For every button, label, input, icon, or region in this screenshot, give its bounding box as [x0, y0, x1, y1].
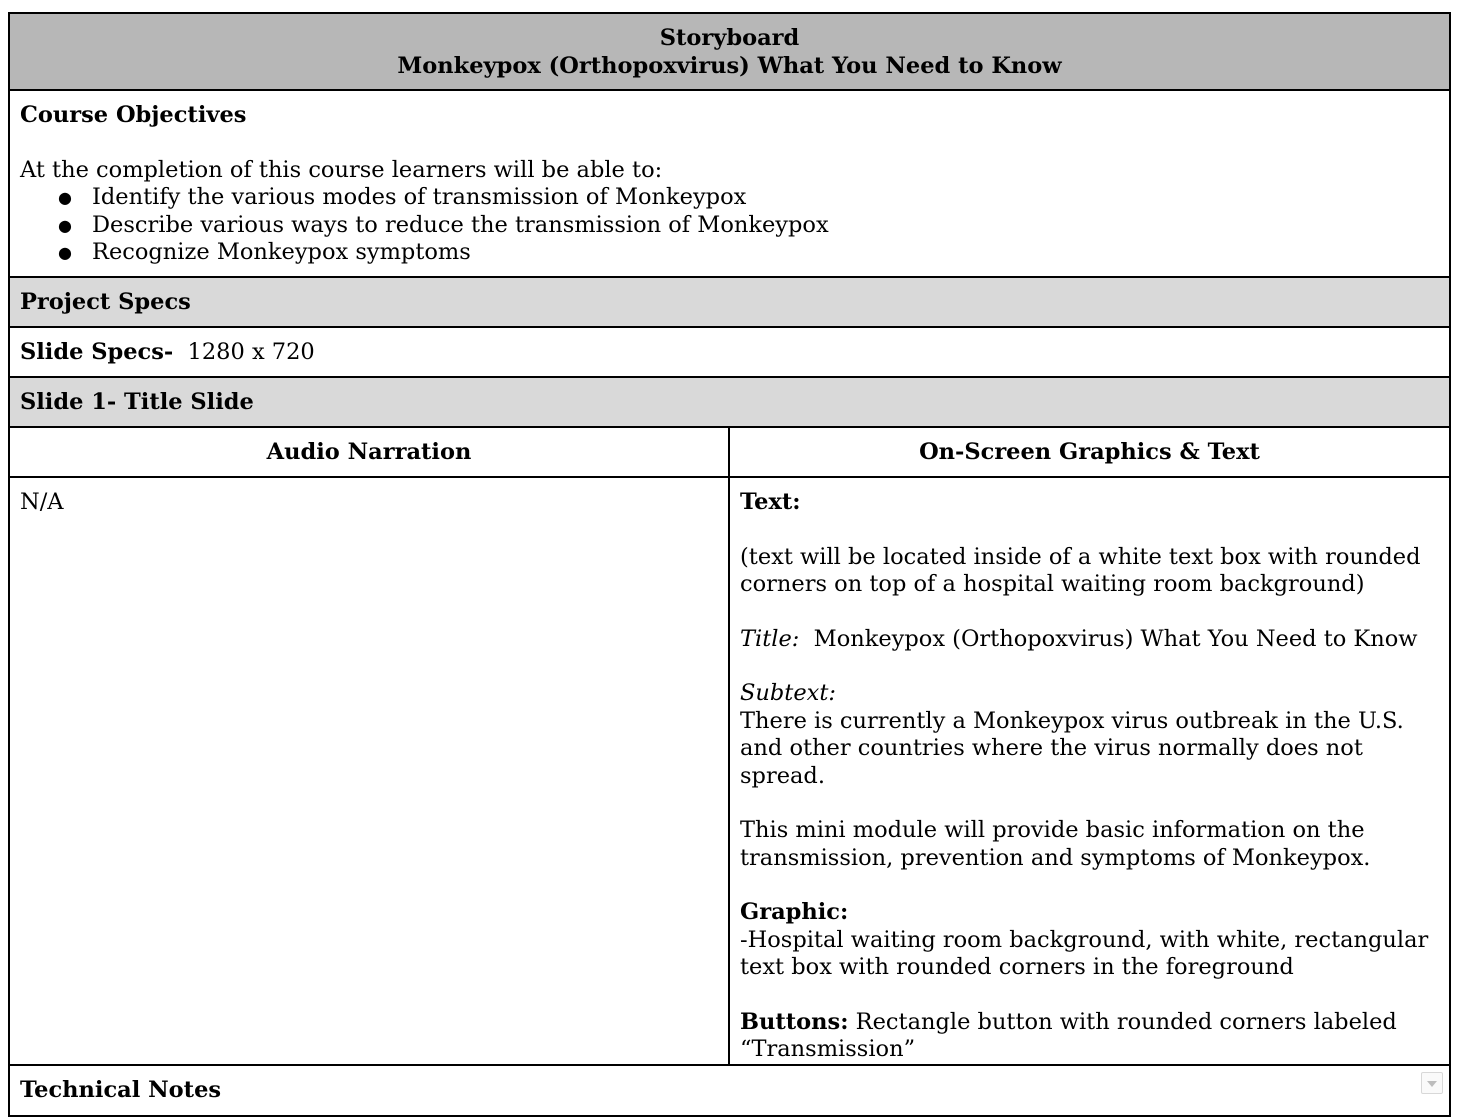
storyboard-document	[8, 12, 1449, 1103]
title-value: Monkeypox (Orthopoxvirus) What You Need to Know	[813, 625, 1418, 652]
list-item: ● Identify the various modes of transmission of Monkeypox	[92, 184, 1439, 212]
list-item: ● Recognize Monkeypox symptoms	[92, 239, 1439, 267]
slide-specs-label: Slide Specs-	[20, 339, 174, 365]
audio-narration-column-header: Audio Narration	[9, 427, 729, 477]
graphic-value: -Hospital waiting room background, with white, rectangular text box with rounded corners in the foreground	[740, 926, 1429, 980]
subtext-paragraph-2: This mini module will provide basic information on the transmission, prevention and symptoms of Monkeypox.	[740, 817, 1371, 871]
title-label: Title:	[740, 625, 800, 652]
slide-specs-value: 1280 x 720	[187, 339, 315, 365]
course-objectives-heading: Course Objectives	[20, 102, 247, 128]
slide-1-heading: Slide 1- Title Slide	[20, 389, 254, 415]
technical-notes-heading: Technical Notes	[20, 1076, 222, 1103]
project-specs-section[interactable]	[9, 277, 1450, 327]
graphic-label: Graphic:	[740, 899, 849, 925]
document-subtitle: Monkeypox (Orthopoxvirus) What You Need to Know	[397, 52, 1062, 79]
audio-narration-text: N/A	[20, 489, 64, 515]
audio-narration-cell[interactable]	[9, 477, 729, 1065]
subtext-paragraph-1: There is currently a Monkeypox virus outbreak in the U.S. and other countries where the virus normally does not spread.	[740, 707, 1404, 789]
text-label: Text:	[740, 489, 801, 515]
graphics-text-column-header: On-Screen Graphics & Text	[729, 427, 1450, 477]
buttons-label: Buttons:	[740, 1008, 849, 1035]
course-objectives-cell[interactable]	[9, 90, 1450, 277]
chevron-down-icon[interactable]	[1421, 1072, 1443, 1094]
storyboard-header	[9, 13, 1450, 90]
objectives-lead: At the completion of this course learners will be able to:	[20, 156, 663, 183]
buttons-value: Rectangle button with rounded corners labeled “Transmission”	[740, 1008, 1397, 1062]
technical-notes-cell[interactable]	[9, 1065, 1450, 1116]
text-note: (text will be located inside of a white text box with rounded corners on top of a hospital waiting room background)	[740, 543, 1421, 597]
slide-1-section[interactable]	[9, 377, 1450, 427]
project-specs-heading: Project Specs	[20, 289, 191, 315]
list-item: ● Describe various ways to reduce the transmission of Monkeypox	[92, 212, 1439, 240]
storyboard-table	[8, 12, 1451, 1117]
objectives-list	[20, 184, 1439, 267]
document-title: Storyboard	[659, 25, 800, 51]
graphics-text-cell[interactable]	[729, 477, 1450, 1065]
subtext-label: Subtext:	[740, 680, 836, 706]
slide-specs-cell[interactable]	[9, 327, 1450, 377]
